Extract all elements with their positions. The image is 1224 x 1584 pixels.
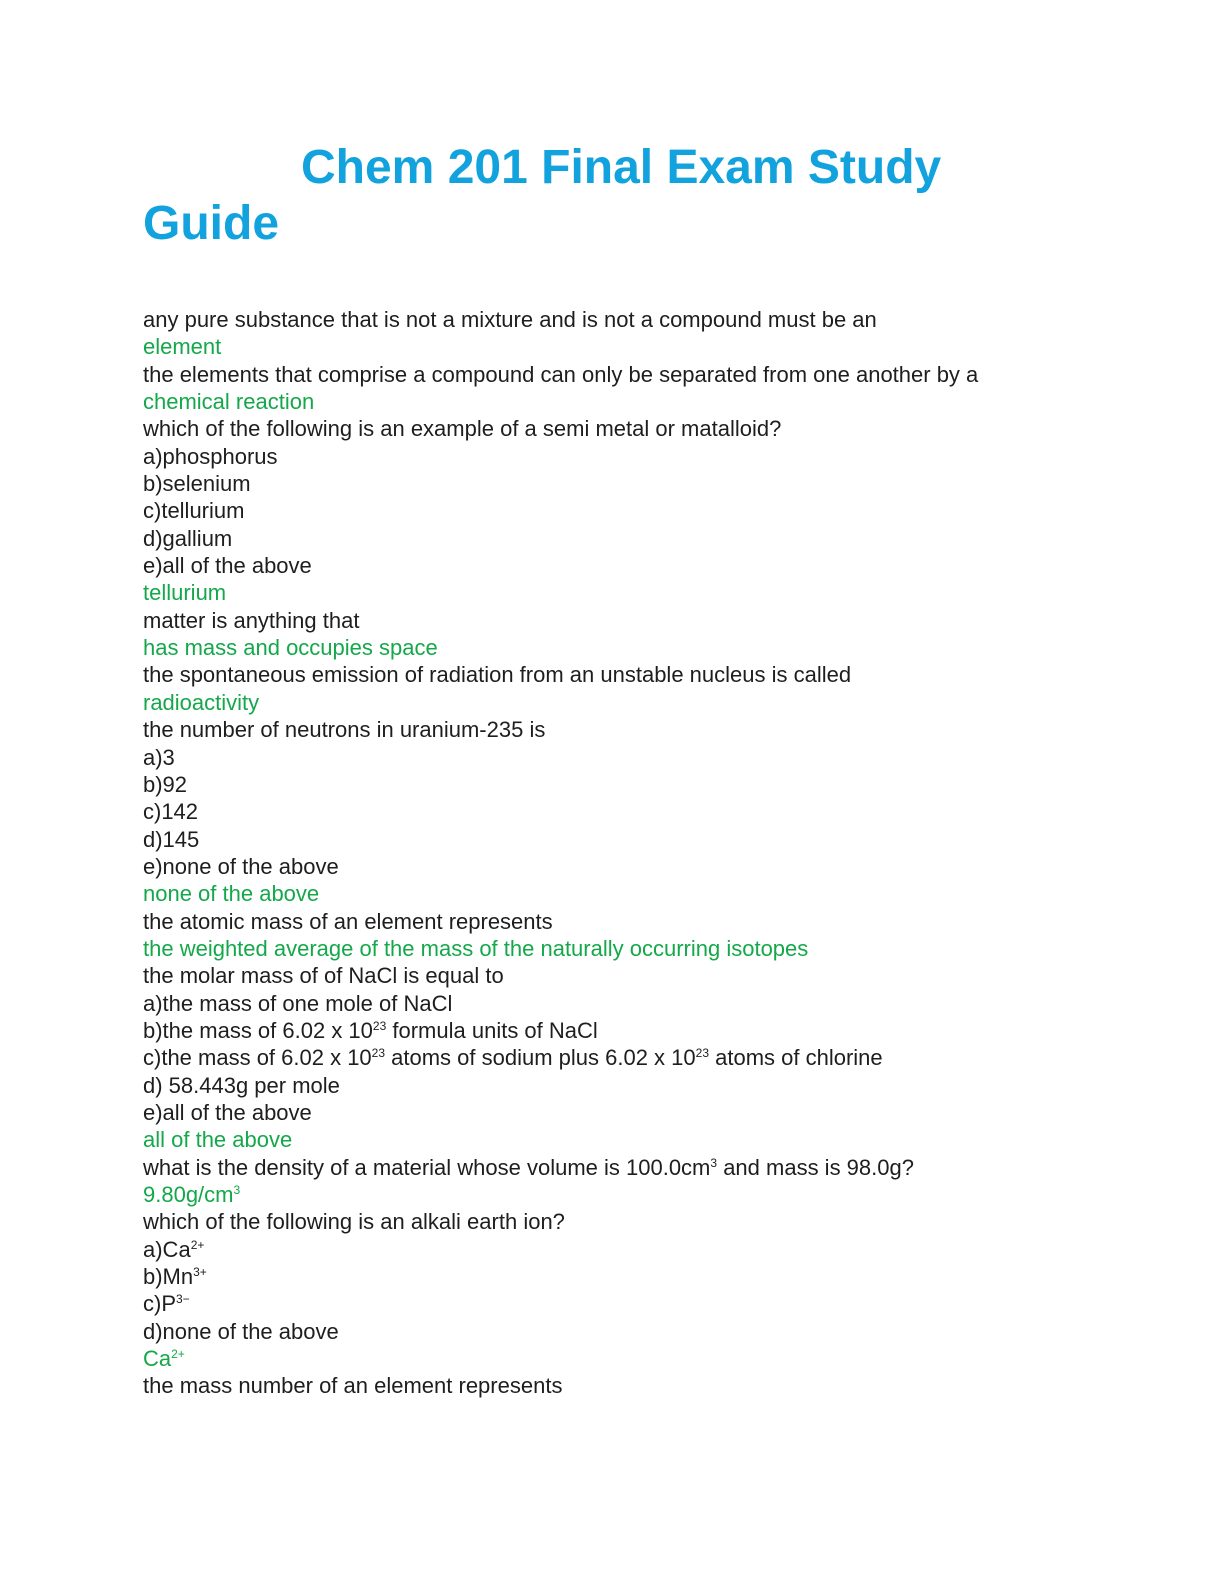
answer-line: none of the above xyxy=(143,881,320,907)
option-line: d)none of the above xyxy=(143,1318,339,1344)
option-line: d)gallium xyxy=(143,525,233,551)
answer-line: the weighted average of the mass of the naturally occurring isotopes xyxy=(143,935,809,961)
superscript: 3 xyxy=(233,1183,241,1197)
text-fragment: c)P xyxy=(143,1291,176,1317)
question-line: the number of neutrons in uranium-235 is xyxy=(143,717,546,743)
superscript: 3 xyxy=(710,1155,718,1170)
option-line: e)none of the above xyxy=(143,853,339,879)
option-line xyxy=(143,1236,1143,1263)
question-line: matter is anything that xyxy=(143,607,360,633)
superscript: 3+ xyxy=(193,1265,207,1280)
question-line: which of the following is an alkali earth ion? xyxy=(143,1209,565,1235)
option-line xyxy=(143,1044,1143,1071)
text-fragment: a)Ca xyxy=(143,1236,191,1262)
text-fragment: and mass is 98.0g? xyxy=(717,1154,914,1180)
text-fragment: Ca xyxy=(143,1346,172,1372)
option-line xyxy=(143,1263,1143,1290)
option-line: c)tellurium xyxy=(143,498,245,524)
text-fragment: b)Mn xyxy=(143,1264,194,1290)
text-fragment: b)the mass of 6.02 x 10 xyxy=(143,1017,373,1043)
question-line: the molar mass of of NaCl is equal to xyxy=(143,963,504,989)
question-line: the atomic mass of an element represents xyxy=(143,908,553,934)
option-line: a)phosphorus xyxy=(143,443,278,469)
answer-line xyxy=(143,1345,1143,1372)
answer-line: has mass and occupies space xyxy=(143,635,438,661)
option-line: d) 58.443g per mole xyxy=(143,1072,340,1098)
answer-line: all of the above xyxy=(143,1127,293,1153)
option-line: b)selenium xyxy=(143,471,251,497)
superscript: 3− xyxy=(176,1292,190,1307)
option-line: a)the mass of one mole of NaCl xyxy=(143,990,453,1016)
superscript: 23 xyxy=(695,1046,710,1061)
option-line xyxy=(143,1290,1143,1317)
answer-line: tellurium xyxy=(143,580,227,606)
option-line: e)all of the above xyxy=(143,553,312,579)
question-line: any pure substance that is not a mixture and is not a compound must be an xyxy=(143,307,877,332)
answer-line xyxy=(143,1181,1143,1208)
text-fragment: atoms of chlorine xyxy=(709,1045,883,1071)
option-line: b)92 xyxy=(143,771,188,797)
question-line: the elements that comprise a compound can only be separated from one another by a xyxy=(143,361,979,387)
option-line: d)145 xyxy=(143,826,200,852)
text-fragment: atoms of sodium plus 6.02 x 10 xyxy=(385,1045,696,1071)
question-line: the mass number of an element represents xyxy=(143,1373,563,1399)
superscript: 23 xyxy=(372,1018,387,1033)
text-fragment: 9.80g/cm xyxy=(143,1182,234,1207)
question-line: the spontaneous emission of radiation from an unstable nucleus is called xyxy=(143,662,852,688)
question-line xyxy=(143,1154,1143,1181)
superscript: 2+ xyxy=(171,1347,185,1362)
option-line: a)3 xyxy=(143,744,175,770)
text-fragment: what is the density of a material whose volume is 100.0cm xyxy=(143,1154,711,1180)
answer-line: radioactivity xyxy=(143,689,260,715)
option-line: c)142 xyxy=(143,799,199,825)
question-line: which of the following is an example of a semi metal or matalloid? xyxy=(143,416,782,442)
option-line xyxy=(143,1017,1143,1044)
page-title: Chem 201 Final Exam Study Guide xyxy=(143,141,942,250)
answer-line: chemical reaction xyxy=(143,389,315,415)
text-fragment: c)the mass of 6.02 x 10 xyxy=(143,1045,372,1071)
study-guide-content xyxy=(143,306,1143,1400)
option-line: e)all of the above xyxy=(143,1099,312,1125)
superscript: 2+ xyxy=(190,1237,205,1252)
answer-line: element xyxy=(143,334,222,360)
text-fragment: formula units of NaCl xyxy=(386,1017,598,1043)
superscript: 23 xyxy=(371,1046,386,1061)
